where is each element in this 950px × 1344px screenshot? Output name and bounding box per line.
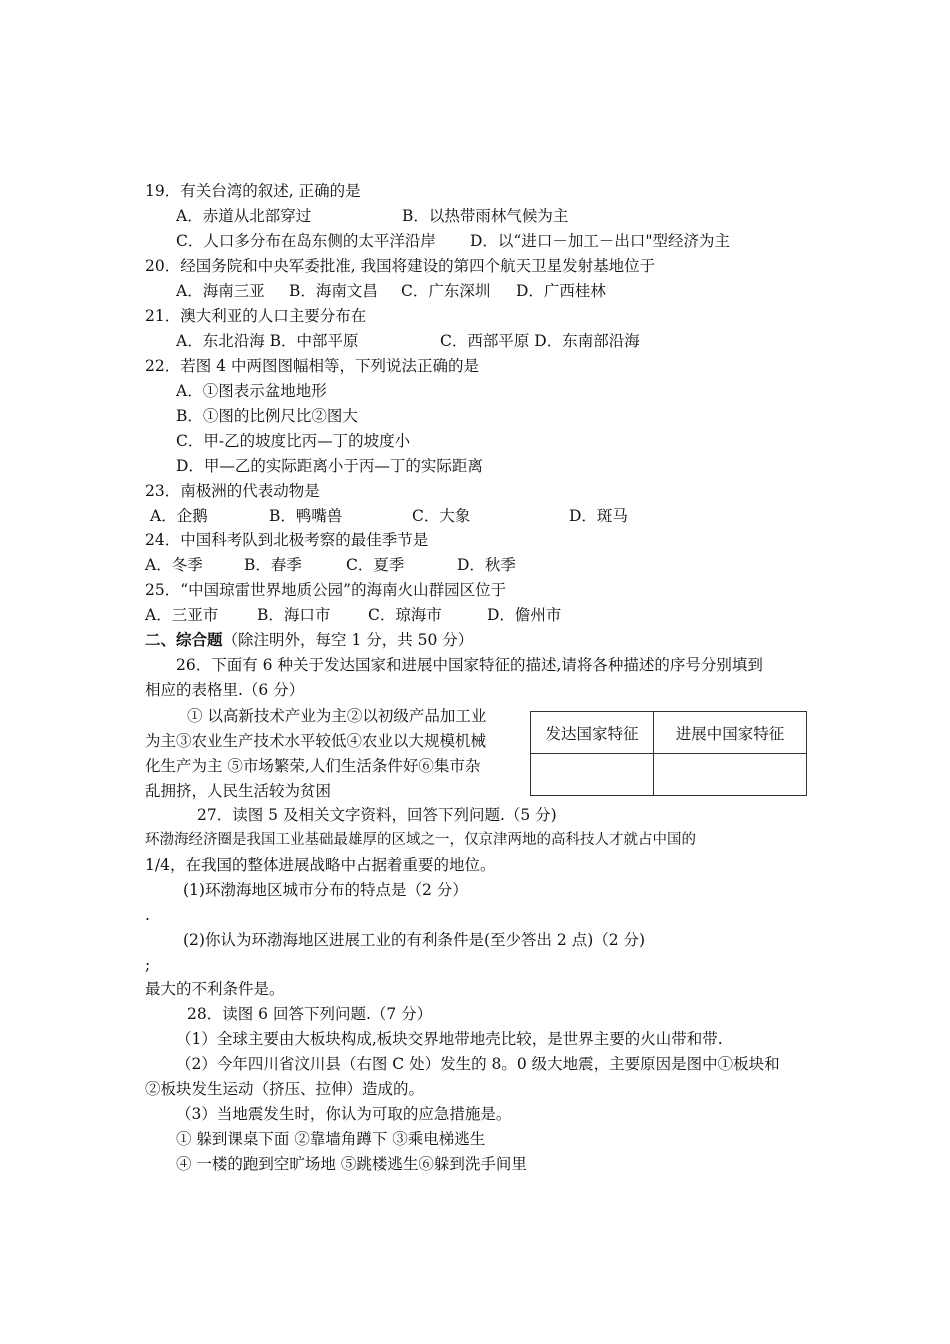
q23-option-a: A．企鹅 bbox=[150, 507, 208, 525]
q27-sub1: (1)环渤海地区城市分布的特点是（2 分） bbox=[183, 881, 468, 899]
q20-option-c: C．广东深圳 bbox=[401, 282, 491, 300]
q24-stem: 24．中国科考队到北极考察的最佳季节是 bbox=[145, 531, 429, 549]
q25-option-b: B．海口市 bbox=[257, 606, 331, 624]
q26-answer-developing-cell[interactable] bbox=[654, 754, 807, 796]
q28-sub2b: ②板块发生运动（挤压、拉伸）造成的。 bbox=[145, 1080, 425, 1098]
q27-material-1: 环渤海经济圈是我国工业基础最雄厚的区域之一，仅京津两地的高科技人才就占中国的 bbox=[145, 832, 696, 848]
q27-material-2: 1/4，在我国的整体进展战略中占据着重要的地位。 bbox=[145, 856, 496, 874]
q22-stem: 22．若图 4 中两图图幅相等，下列说法正确的是 bbox=[145, 357, 479, 375]
q22-option-b: B．①图的比例尺比②图大 bbox=[176, 407, 358, 425]
q23-option-b: B．鸭嘴兽 bbox=[269, 507, 343, 525]
q26-answer-table bbox=[530, 711, 807, 796]
q19-stem: 19．有关台湾的叙述, 正确的是 bbox=[145, 182, 361, 200]
q23-stem: 23．南极洲的代表动物是 bbox=[145, 482, 320, 500]
q23-option-d: D．斑马 bbox=[569, 507, 628, 525]
q24-option-a: A．冬季 bbox=[145, 556, 203, 574]
q21-stem: 21．澳大利亚的人口主要分布在 bbox=[145, 307, 367, 325]
q26-line2: 相应的表格里.（6 分） bbox=[145, 681, 305, 699]
q19-option-d: D．以“进口－加工－出口"型经济为主 bbox=[470, 232, 730, 250]
section2-note: （除注明外，每空 1 分，共 50 分） bbox=[222, 631, 474, 649]
q27-sub1-answer: . bbox=[145, 906, 150, 924]
q19-option-b: B．以热带雨林气候为主 bbox=[402, 207, 569, 225]
q24-option-d: D．秋季 bbox=[457, 556, 516, 574]
q26-desc-4: 乱拥挤，人民生活较为贫困 bbox=[145, 782, 332, 800]
q24-option-c: C．夏季 bbox=[346, 556, 405, 574]
q24-option-b: B．春季 bbox=[244, 556, 302, 574]
q27-sub2: (2)你认为环渤海地区进展工业的有利条件是(至少答出 2 点)（2 分) bbox=[183, 931, 646, 949]
q20-option-d: D．广西桂林 bbox=[516, 282, 606, 300]
q27-line1: 27．读图 5 及相关文字资料，回答下列问题.（5 分) bbox=[197, 806, 557, 824]
q20-option-b: B．海南文昌 bbox=[289, 282, 378, 300]
q22-option-d: D．甲—乙的实际距离小于丙—丁的实际距离 bbox=[176, 457, 483, 475]
q20-stem: 20．经国务院和中央军委批准, 我国将建设的第四个航天卫星发射基地位于 bbox=[145, 257, 656, 275]
q19-option-c: C．人口多分布在岛东侧的太平洋沿岸 bbox=[176, 232, 436, 250]
q25-option-a: A．三亚市 bbox=[145, 606, 219, 624]
q28-sub2a: （2）今年四川省汶川县（右图 C 处）发生的 8。0 级大地震，主要原因是图中①板块和 bbox=[176, 1055, 780, 1073]
q26-desc-3: 化生产为主 ⑤市场繁荣,人们生活条件好⑥集市杂 bbox=[145, 757, 481, 775]
q22-option-c: C．甲-乙的坡度比丙—丁的坡度小 bbox=[176, 432, 411, 450]
section2-heading bbox=[145, 630, 473, 650]
q28-sub3: （3）当地震发生时，你认为可取的应急措施是。 bbox=[176, 1105, 512, 1123]
q21-option-ab: A．东北沿海 B．中部平原 bbox=[176, 332, 359, 350]
q26-col-developing: 进展中国家特征 bbox=[654, 712, 807, 754]
q25-option-d: D．儋州市 bbox=[487, 606, 562, 624]
q21-option-cd: C．西部平原 D．东南部沿海 bbox=[440, 332, 640, 350]
q26-desc-1: ① 以高新技术产业为主②以初级产品加工业 bbox=[187, 707, 487, 725]
q26-answer-developed-cell[interactable] bbox=[531, 754, 654, 796]
section2-title: 二、综合题 bbox=[145, 630, 223, 649]
q26-col-developed: 发达国家特征 bbox=[531, 712, 654, 754]
q28-options-1: ① 躲到课桌下面 ②靠墙角蹲下 ③乘电梯逃生 bbox=[176, 1130, 486, 1148]
q26-line1: 26．下面有 6 种关于发达国家和进展中国家特征的描述,请将各种描述的序号分别填到 bbox=[176, 656, 763, 674]
q19-option-a: A．赤道从北部穿过 bbox=[176, 207, 312, 225]
q27-sub2-answer: ; bbox=[145, 956, 151, 974]
q28-line1: 28．读图 6 回答下列问题.（7 分） bbox=[187, 1005, 433, 1023]
q25-stem: 25．“中国琼雷世界地质公园”的海南火山群园区位于 bbox=[145, 581, 507, 599]
q26-desc-2: 为主③农业生产技术水平较低④农业以大规模机械 bbox=[145, 732, 487, 750]
q25-option-c: C．琼海市 bbox=[368, 606, 442, 624]
q28-sub1: （1）全球主要由大板块构成,板块交界地带地壳比较，是世界主要的火山带和带. bbox=[176, 1030, 723, 1048]
q20-option-a: A．海南三亚 bbox=[176, 282, 265, 300]
q23-option-c: C．大象 bbox=[412, 507, 471, 525]
q28-options-2: ④ 一楼的跑到空旷场地 ⑤跳楼逃生⑥躲到洗手间里 bbox=[176, 1155, 527, 1173]
q22-option-a: A．①图表示盆地地形 bbox=[176, 382, 327, 400]
q27-sub2b: 最大的不利条件是。 bbox=[145, 980, 285, 998]
